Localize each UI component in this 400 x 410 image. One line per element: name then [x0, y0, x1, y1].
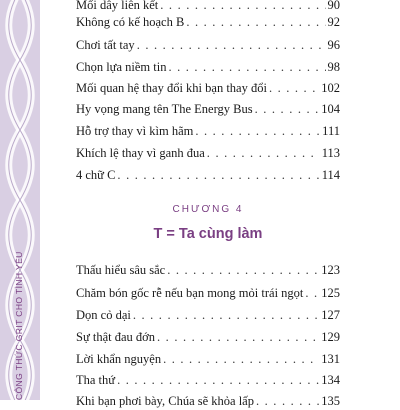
toc-leader-dots	[167, 261, 319, 279]
toc-leader-dots	[207, 144, 320, 162]
toc-entry[interactable]	[76, 100, 340, 118]
toc-entry-page: 90	[327, 0, 340, 12]
toc-entry-page: 98	[327, 60, 340, 74]
toc-entry[interactable]	[76, 122, 340, 140]
toc-leader-dots	[168, 58, 325, 76]
toc-entry[interactable]	[76, 371, 340, 389]
toc-entry[interactable]	[76, 144, 340, 162]
toc-entry[interactable]	[76, 0, 340, 14]
toc-leader-dots	[255, 100, 320, 118]
toc-entry-title: Hỗ trợ thay vì kìm hãm	[76, 124, 194, 138]
toc-entry-page: 125	[321, 286, 340, 300]
toc-entry-title: Chọn lựa niềm tin	[76, 60, 167, 74]
book-title-spine: CÔNG THỨC GRIT CHO TÌNH YÊU	[14, 251, 24, 400]
toc-entry-page: 111	[322, 124, 340, 138]
toc-entry[interactable]	[76, 58, 340, 76]
toc-entry[interactable]	[76, 306, 340, 324]
toc-entry-page: 114	[321, 168, 340, 182]
toc-entry-page: 104	[321, 102, 340, 116]
toc-leader-dots	[137, 36, 326, 54]
toc-entry-title: Chơi tất tay	[76, 38, 135, 52]
toc-entry[interactable]	[76, 328, 340, 346]
toc-entry[interactable]	[76, 79, 340, 97]
toc-leader-dots	[160, 0, 325, 14]
chapter-title: T = Ta cùng làm	[153, 226, 263, 242]
toc-entry-title: Mối quan hệ thay đổi khi bạn thay đổi	[76, 81, 267, 95]
toc-entry-title: 4 chữ C	[76, 168, 116, 182]
toc-entry-title: Hy vọng mang tên The Energy Bus	[76, 102, 253, 116]
toc-entry[interactable]	[76, 392, 340, 410]
toc-entry-page: 123	[321, 263, 340, 277]
toc-entry[interactable]	[76, 36, 340, 54]
toc-leader-dots	[157, 328, 319, 346]
toc-leader-dots	[163, 350, 319, 368]
toc-leader-dots	[195, 122, 320, 140]
toc-entry-title: Lời khẩn nguyện	[76, 352, 162, 366]
toc-entry-title: Dọn cỏ dại	[76, 308, 131, 322]
toc-entry-title: Sự thật đau đớn	[76, 330, 156, 344]
toc-entry[interactable]	[76, 13, 340, 31]
toc-entry-page: 92	[327, 15, 340, 29]
toc-entry-page: 134	[321, 373, 340, 387]
toc-entry[interactable]	[76, 261, 340, 279]
toc-entry-title: Thấu hiểu sâu sắc	[76, 263, 166, 277]
toc-entry-title: Khi bạn phơi bày, Chúa sẽ khỏa lấp	[76, 394, 254, 408]
toc-entry-title: Không có kế hoạch B	[76, 15, 185, 29]
toc-leader-dots	[133, 306, 319, 324]
toc-entry[interactable]	[76, 350, 340, 368]
toc-entry-page: 113	[321, 146, 340, 160]
toc-leader-dots	[269, 79, 319, 97]
toc-entry[interactable]	[76, 166, 340, 184]
chapter-label: CHƯƠNG 4	[172, 204, 244, 215]
toc-entry-page: 129	[321, 330, 340, 344]
decorative-spine	[0, 0, 40, 400]
toc-leader-dots	[117, 166, 319, 184]
toc-entry[interactable]	[76, 284, 340, 302]
toc-entry-page: 127	[321, 308, 340, 322]
toc-entry-title: Mối dây liên kết	[76, 0, 159, 12]
toc-leader-dots	[305, 284, 319, 302]
toc-leader-dots	[117, 371, 319, 389]
toc-entry-page: 96	[327, 38, 340, 52]
toc-entry-page: 135	[321, 394, 340, 408]
toc-entry-page: 102	[321, 81, 340, 95]
toc-entry-title: Tha thứ	[76, 373, 116, 387]
toc-leader-dots	[256, 392, 319, 410]
toc-entry-page: 131	[321, 352, 340, 366]
toc-entry-title: Khích lệ thay vì ganh đua	[76, 146, 205, 160]
toc-leader-dots	[186, 13, 325, 31]
toc-entry-title: Chăm bón gốc rễ nếu bạn mong mỏi trái ngọt	[76, 286, 304, 300]
